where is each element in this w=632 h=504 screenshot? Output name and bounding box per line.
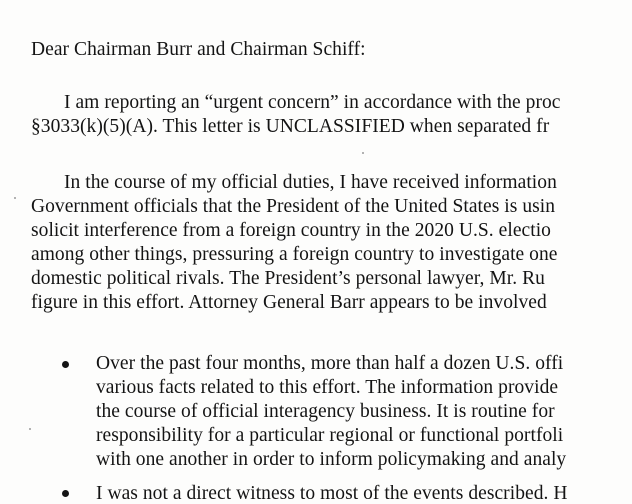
bullet-1-line-4: responsibility for a particular regional or functional portfoli [96, 425, 564, 446]
scan-speck [29, 428, 31, 430]
bullet-1-line-2: various facts related to this effort. The information provide [96, 377, 559, 398]
bullet-1-marker [62, 361, 69, 368]
paragraph-2-line-4: among other things, pressuring a foreign country to investigate one [31, 244, 558, 265]
bullet-1-line-5: with one another in order to inform policymaking and analy [96, 449, 567, 470]
paragraph-2-line-5: domestic political rivals. The President’s personal lawyer, Mr. Ru [31, 268, 545, 289]
paragraph-2-line-6: figure in this effort. Attorney General Barr appears to be involved [31, 292, 547, 313]
bullet-1-line-3: the course of official interagency business. It is routine for [96, 401, 555, 422]
scan-speck [14, 197, 16, 199]
bullet-1-line-1: Over the past four months, more than half a dozen U.S. offi [96, 353, 564, 374]
paragraph-1-line-1: I am reporting an “urgent concern” in accordance with the proc [64, 92, 561, 113]
bullet-2-line-1: I was not a direct witness to most of the events described. H [96, 483, 568, 504]
scan-speck [362, 152, 364, 154]
salutation: Dear Chairman Burr and Chairman Schiff: [31, 39, 366, 60]
paragraph-2-line-2: Government officials that the President of the United States is usin [31, 196, 556, 217]
paragraph-1-line-2: §3033(k)(5)(A). This letter is UNCLASSIFIED when separated fr [31, 116, 550, 137]
paragraph-2-line-3: solicit interference from a foreign country in the 2020 U.S. electio [31, 220, 551, 241]
bullet-2-marker [62, 490, 69, 497]
paragraph-2-line-1: In the course of my official duties, I have received information [64, 172, 557, 193]
